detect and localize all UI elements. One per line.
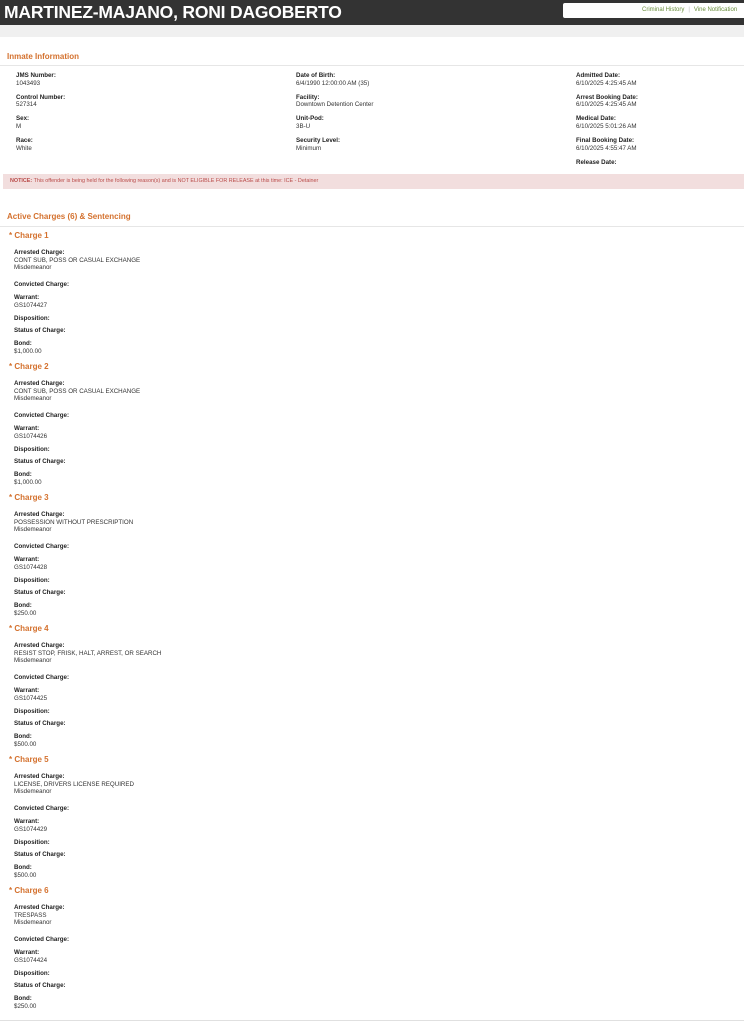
convicted-charge-field bbox=[14, 281, 69, 289]
inmate-name: MARTINEZ-MAJANO, RONI DAGOBERTO bbox=[4, 2, 342, 22]
field-value: $500.00 bbox=[14, 871, 37, 879]
charge-title bbox=[9, 493, 49, 502]
required-marker: * bbox=[9, 493, 15, 502]
field-value: $250.00 bbox=[14, 1002, 37, 1010]
disposition-field bbox=[14, 446, 50, 454]
field-label: Facility: bbox=[296, 93, 320, 101]
field-label: Arrested Charge: bbox=[14, 249, 65, 256]
field-value: CONT SUB, POSS OR CASUAL EXCHANGE bbox=[14, 387, 141, 395]
field-value: TRESPASS bbox=[14, 911, 47, 919]
field-value: GS1074429 bbox=[14, 825, 48, 833]
charge-title-text: Charge 4 bbox=[14, 624, 49, 633]
field-label: Warrant: bbox=[14, 687, 40, 694]
field-value: $1,000.00 bbox=[14, 347, 42, 355]
field-label: Bond: bbox=[14, 733, 32, 740]
required-marker: * bbox=[9, 362, 15, 371]
status-field bbox=[14, 589, 66, 597]
required-marker: * bbox=[9, 624, 15, 633]
release-notice-banner bbox=[3, 174, 744, 189]
field-label: Disposition: bbox=[14, 315, 50, 322]
charge-title-text: Charge 2 bbox=[14, 362, 49, 371]
field-value: 527314 bbox=[16, 101, 37, 109]
field-value: 3B-U bbox=[296, 122, 311, 130]
field-label: Disposition: bbox=[14, 970, 50, 977]
charge-title bbox=[9, 231, 49, 240]
arrested-charge-field bbox=[14, 249, 140, 272]
notice-prefix: NOTICE: bbox=[10, 178, 33, 184]
convicted-charge-field bbox=[14, 412, 69, 420]
charge-title-text: Charge 1 bbox=[14, 231, 49, 240]
facility-field bbox=[296, 94, 373, 116]
field-label: Warrant: bbox=[14, 294, 40, 301]
field-value: $250.00 bbox=[14, 609, 37, 617]
charges-divider bbox=[0, 226, 744, 227]
warrant-field bbox=[14, 294, 47, 309]
charge-title bbox=[9, 886, 49, 895]
vine-notification-link[interactable]: Vine Notification bbox=[693, 7, 738, 13]
field-label: Status of Charge: bbox=[14, 851, 66, 858]
bond-field bbox=[14, 602, 36, 617]
admitted-date-field bbox=[576, 72, 638, 94]
field-value: White bbox=[16, 144, 32, 152]
field-label: Final Booking Date: bbox=[576, 137, 635, 145]
field-label: Arrested Charge: bbox=[14, 642, 65, 649]
bond-field bbox=[14, 340, 42, 355]
unit-pod-field bbox=[296, 115, 373, 137]
field-label: Sex: bbox=[16, 115, 30, 123]
header-links bbox=[563, 3, 744, 18]
field-label: JMS Number: bbox=[16, 72, 56, 79]
field-label: Warrant: bbox=[14, 949, 40, 956]
field-label: Convicted Charge: bbox=[14, 936, 70, 943]
field-label: Warrant: bbox=[14, 556, 40, 563]
charge-block bbox=[0, 491, 744, 622]
field-label: Date of Birth: bbox=[296, 72, 336, 79]
charge-title bbox=[9, 362, 49, 371]
charge-title-text: Charge 5 bbox=[14, 755, 49, 764]
field-value: 6/10/2025 4:25:45 AM bbox=[576, 79, 637, 87]
field-label: Status of Charge: bbox=[14, 589, 66, 596]
arrested-charge-field bbox=[14, 380, 140, 403]
warrant-field bbox=[14, 949, 47, 964]
field-label: Bond: bbox=[14, 340, 32, 347]
medical-date-field bbox=[576, 115, 638, 137]
status-field bbox=[14, 851, 66, 859]
field-label: Bond: bbox=[14, 995, 32, 1002]
field-label: Status of Charge: bbox=[14, 720, 66, 727]
arrested-charge-field bbox=[14, 511, 133, 534]
field-value: GS1074424 bbox=[14, 956, 48, 964]
charge-level: Misdemeanor bbox=[14, 657, 52, 665]
convicted-charge-field bbox=[14, 936, 69, 944]
header-strip bbox=[0, 25, 744, 37]
field-value: $1,000.00 bbox=[14, 478, 42, 486]
field-value: RESIST STOP, FRISK, HALT, ARREST, OR SEARCH bbox=[14, 649, 162, 657]
field-label: Release Date: bbox=[576, 158, 617, 166]
link-separator: | bbox=[688, 7, 690, 13]
charge-block bbox=[0, 360, 744, 491]
inmate-info-divider bbox=[0, 65, 744, 66]
bond-field bbox=[14, 864, 36, 879]
required-marker: * bbox=[9, 886, 15, 895]
charge-block bbox=[0, 622, 744, 753]
field-label: Convicted Charge: bbox=[14, 674, 70, 681]
field-value: LICENSE, DRIVERS LICENSE REQUIRED bbox=[14, 780, 134, 788]
arrested-charge-field bbox=[14, 642, 161, 665]
required-marker: * bbox=[9, 231, 15, 240]
charge-block bbox=[0, 229, 744, 360]
charge-title bbox=[9, 624, 49, 633]
field-value: 6/10/2025 4:25:45 AM bbox=[576, 101, 637, 109]
field-label: Arrested Charge: bbox=[14, 380, 65, 387]
dob-field bbox=[296, 72, 373, 94]
field-label: Convicted Charge: bbox=[14, 543, 70, 550]
status-field bbox=[14, 327, 66, 335]
status-field bbox=[14, 720, 66, 728]
field-label: Arrested Charge: bbox=[14, 904, 65, 911]
arrested-charge-field bbox=[14, 904, 65, 927]
field-label: Security Level: bbox=[296, 137, 341, 145]
field-label: Disposition: bbox=[14, 708, 50, 715]
field-label: Disposition: bbox=[14, 577, 50, 584]
convicted-charge-field bbox=[14, 543, 69, 551]
warrant-field bbox=[14, 556, 47, 571]
charge-level: Misdemeanor bbox=[14, 264, 52, 272]
field-value: Downtown Detention Center bbox=[296, 101, 374, 109]
charge-level: Misdemeanor bbox=[14, 395, 52, 403]
convicted-charge-field bbox=[14, 805, 69, 813]
field-label: Bond: bbox=[14, 864, 32, 871]
criminal-history-link[interactable]: Criminal History bbox=[642, 7, 685, 13]
field-value: M bbox=[16, 122, 22, 130]
charge-title bbox=[9, 755, 49, 764]
disposition-field bbox=[14, 708, 50, 716]
bond-field bbox=[14, 471, 42, 486]
convicted-charge-field bbox=[14, 674, 69, 682]
field-value: 6/4/1990 12:00:00 AM (35) bbox=[296, 79, 370, 87]
disposition-field bbox=[14, 315, 50, 323]
notice-text: This offender is being held for the following reason(s) and is NOT ELIGIBLE FOR RELEASE at this time: ICE - Detainer bbox=[33, 178, 319, 184]
field-label: Race: bbox=[16, 137, 33, 145]
field-label: Disposition: bbox=[14, 839, 50, 846]
charge-level: Misdemeanor bbox=[14, 919, 52, 927]
field-label: Bond: bbox=[14, 471, 32, 478]
control-number-field bbox=[16, 94, 65, 116]
charge-level: Misdemeanor bbox=[14, 526, 52, 534]
inmate-column-3 bbox=[576, 72, 638, 180]
field-value: 6/10/2025 5:01:26 AM bbox=[576, 122, 637, 130]
charge-title-text: Charge 6 bbox=[14, 886, 49, 895]
field-label: Bond: bbox=[14, 602, 32, 609]
active-charges-title: Active Charges (6) & Sentencing bbox=[7, 212, 131, 221]
charge-level: Misdemeanor bbox=[14, 788, 52, 796]
disposition-field bbox=[14, 577, 50, 585]
race-field bbox=[16, 137, 65, 159]
field-label: Status of Charge: bbox=[14, 458, 66, 465]
warrant-field bbox=[14, 818, 47, 833]
charge-block bbox=[0, 884, 744, 1015]
field-label: Medical Date: bbox=[576, 115, 616, 123]
warrant-field bbox=[14, 687, 47, 702]
inmate-column-1 bbox=[16, 72, 65, 159]
final-booking-date-field bbox=[576, 137, 638, 159]
field-value: GS1074426 bbox=[14, 432, 48, 440]
field-label: Warrant: bbox=[14, 425, 40, 432]
disposition-field bbox=[14, 839, 50, 847]
inmate-column-2 bbox=[296, 72, 373, 159]
bond-field bbox=[14, 995, 36, 1010]
field-value: CONT SUB, POSS OR CASUAL EXCHANGE bbox=[14, 256, 141, 264]
field-value: 1043493 bbox=[16, 79, 41, 87]
inmate-info-title: Inmate Information bbox=[7, 52, 80, 61]
field-value: 6/10/2025 4:55:47 AM bbox=[576, 144, 637, 152]
required-marker: * bbox=[9, 755, 15, 764]
status-field bbox=[14, 982, 66, 990]
disposition-field bbox=[14, 970, 50, 978]
field-label: Warrant: bbox=[14, 818, 40, 825]
security-level-field bbox=[296, 137, 373, 159]
field-label: Unit-Pod: bbox=[296, 115, 324, 123]
field-label: Arrested Charge: bbox=[14, 511, 65, 518]
field-value: POSSESSION WITHOUT PRESCRIPTION bbox=[14, 518, 134, 526]
header-bar bbox=[0, 0, 744, 25]
field-label: Convicted Charge: bbox=[14, 412, 70, 419]
field-label: Status of Charge: bbox=[14, 982, 66, 989]
field-value: Minimum bbox=[296, 144, 322, 152]
field-value: GS1074427 bbox=[14, 301, 48, 309]
charge-title-text: Charge 3 bbox=[14, 493, 49, 502]
jms-number-field bbox=[16, 72, 65, 94]
arrest-booking-date-field bbox=[576, 94, 638, 116]
charge-block bbox=[0, 753, 744, 884]
field-label: Disposition: bbox=[14, 446, 50, 453]
bond-field bbox=[14, 733, 36, 748]
field-value: $500.00 bbox=[14, 740, 37, 748]
page-bottom-divider bbox=[0, 1020, 744, 1021]
field-value: GS1074425 bbox=[14, 694, 48, 702]
sex-field bbox=[16, 115, 65, 137]
field-label: Convicted Charge: bbox=[14, 805, 70, 812]
field-value: GS1074428 bbox=[14, 563, 48, 571]
field-label: Convicted Charge: bbox=[14, 281, 70, 288]
field-label: Status of Charge: bbox=[14, 327, 66, 334]
arrested-charge-field bbox=[14, 773, 134, 796]
field-label: Arrest Booking Date: bbox=[576, 93, 638, 101]
status-field bbox=[14, 458, 66, 466]
charges-list bbox=[0, 229, 744, 1015]
warrant-field bbox=[14, 425, 47, 440]
field-label: Admitted Date: bbox=[576, 72, 621, 79]
field-label: Arrested Charge: bbox=[14, 773, 65, 780]
field-label: Control Number: bbox=[16, 93, 66, 101]
